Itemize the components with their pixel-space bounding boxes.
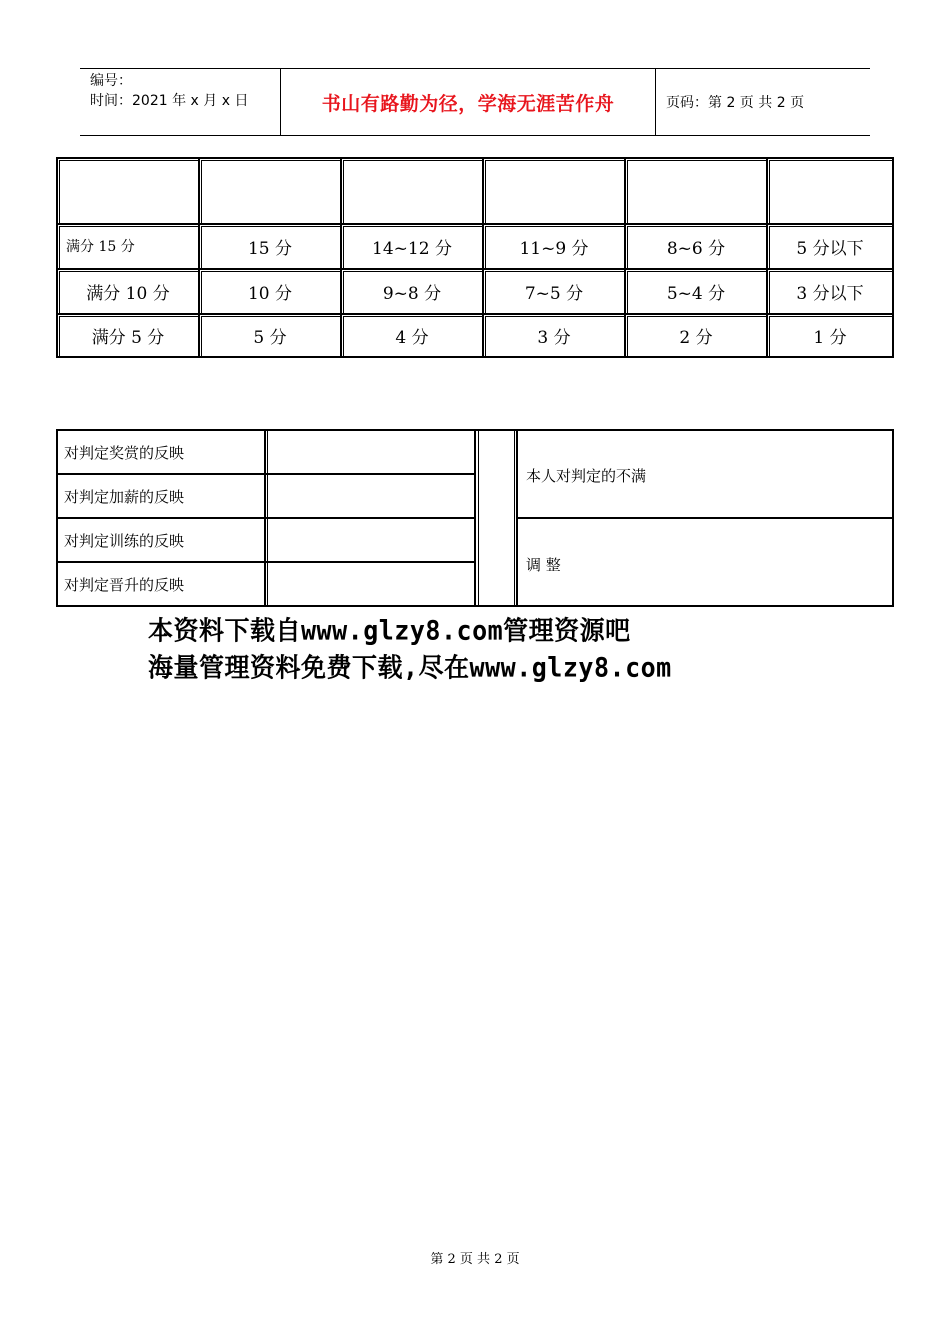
blank-cell bbox=[626, 159, 768, 225]
score-cell: 2 分 bbox=[626, 315, 768, 356]
header-motto: 书山有路勤为径，学海无涯苦作舟 bbox=[281, 69, 656, 135]
reaction-label: 对判定训练的反映 bbox=[64, 532, 185, 550]
score-row-label: 满分 5 分 bbox=[58, 315, 200, 356]
score-cell: 14~12 分 bbox=[342, 225, 484, 270]
document-number-label: 编号： bbox=[90, 73, 132, 89]
promo-line-1: 本资料下载自www.glzy8.com管理资源吧 bbox=[148, 615, 631, 646]
score-cell: 9~8 分 bbox=[342, 270, 484, 315]
score-header-row bbox=[58, 159, 892, 225]
page-header bbox=[80, 68, 870, 136]
header-page-info: 页码：第 2 页 共 2 页 bbox=[666, 95, 805, 111]
reaction-row-promotion bbox=[56, 563, 474, 607]
reaction-label: 对判定加薪的反映 bbox=[64, 488, 185, 506]
header-meta bbox=[80, 69, 281, 135]
score-cell: 10 分 bbox=[200, 270, 342, 315]
reaction-label: 对判定晋升的反映 bbox=[64, 576, 185, 594]
reaction-label: 对判定奖赏的反映 bbox=[64, 444, 185, 462]
score-cell: 3 分 bbox=[484, 315, 626, 356]
reaction-gap-inner-line bbox=[478, 429, 479, 607]
score-cell: 11~9 分 bbox=[484, 225, 626, 270]
reaction-row-reward bbox=[56, 431, 474, 475]
reaction-gap-frame bbox=[474, 429, 518, 607]
blank-cell bbox=[768, 159, 892, 225]
score-cell: 15 分 bbox=[200, 225, 342, 270]
score-cell: 7~5 分 bbox=[484, 270, 626, 315]
reaction-row-training bbox=[56, 519, 474, 563]
score-table bbox=[56, 157, 894, 358]
blank-cell bbox=[342, 159, 484, 225]
score-row-5 bbox=[58, 315, 892, 356]
score-cell: 3 分以下 bbox=[768, 270, 892, 315]
score-row-label: 满分 10 分 bbox=[58, 270, 200, 315]
page-footer: 第 2 页 共 2 页 bbox=[430, 1252, 520, 1267]
score-row-label: 满分 15 分 bbox=[58, 225, 200, 270]
dissatisfaction-label: 本人对判定的不满 bbox=[526, 467, 647, 485]
score-cell: 1 分 bbox=[768, 315, 892, 356]
blank-cell bbox=[484, 159, 626, 225]
reaction-right-divider bbox=[516, 517, 894, 519]
score-row-15 bbox=[58, 225, 892, 270]
score-row-10 bbox=[58, 270, 892, 315]
blank-cell bbox=[200, 159, 342, 225]
score-cell: 5 分以下 bbox=[768, 225, 892, 270]
adjustment-label: 调 整 bbox=[526, 556, 561, 574]
blank-cell bbox=[58, 159, 200, 225]
score-cell: 8~6 分 bbox=[626, 225, 768, 270]
reaction-table bbox=[56, 429, 894, 607]
score-cell: 5 分 bbox=[200, 315, 342, 356]
score-cell: 5~4 分 bbox=[626, 270, 768, 315]
score-cell: 4 分 bbox=[342, 315, 484, 356]
reaction-gap-inner-line bbox=[514, 429, 515, 607]
reaction-row-raise bbox=[56, 475, 474, 519]
promo-line-2: 海量管理资料免费下载,尽在www.glzy8.com bbox=[148, 652, 672, 683]
document-date: 时间：2021 年 x 月 x 日 bbox=[90, 93, 249, 109]
